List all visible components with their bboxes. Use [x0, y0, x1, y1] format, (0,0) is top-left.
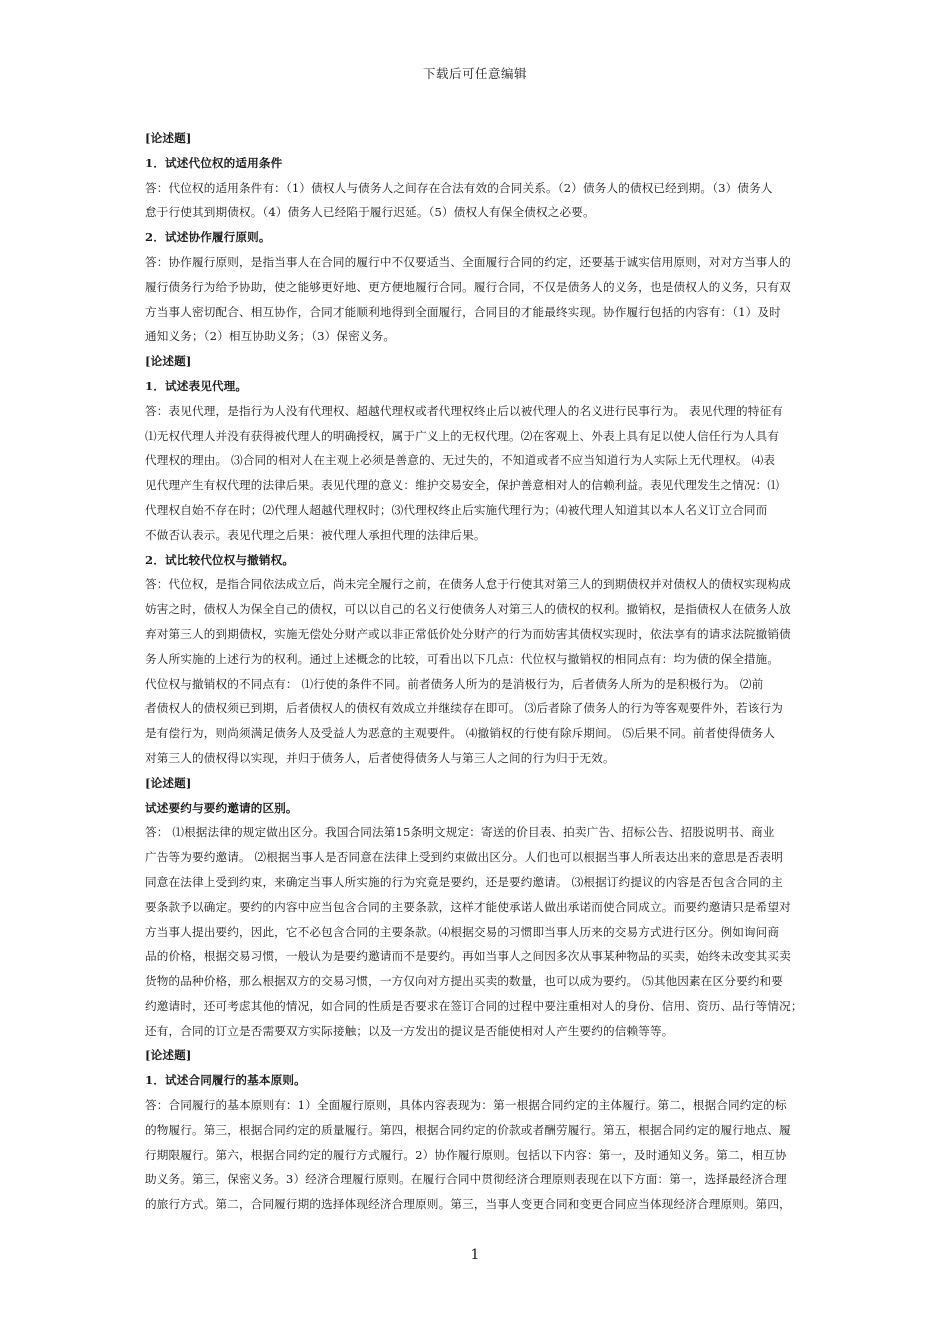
answer-text-line: 怠于行使其到期债权。（4）债务人已经陷于履行迟延。（5）债权人有保全债权之必要。 [145, 205, 595, 220]
answer-text-line: 的旅行方式。第二，合同履行期的选择体现经济合理原则。第三，当事人变更合同和变更合同应当体现经济合理原则。第四， [145, 1197, 791, 1212]
answer-text-line: 者债权人的债权须已到期，后者债权人的债权有效成立并继续存在即可。 ⑶后者除了债务人的行为等客观要件外，若该行为 [145, 701, 784, 716]
answer-text-line: 助义务。第三，保密义务。3）经济合理履行原则。在履行合同中贯彻经济合理原则表现在以下方面：第一，选择最经济合理 [145, 1172, 787, 1187]
answer-text-line: 弃对第三人的到期债权，实施无偿处分财产或以非正常低价处分财产的行为而妨害其债权实现时，依法享有的请求法院撤销债 [145, 626, 791, 641]
answer-text-line: 答：代位权的适用条件有：（1）债权人与债务人之间存在合法有效的合同关系。（2）债务人的债权已经到期。（3）债务人 [145, 180, 773, 195]
answer-text-line: 见代理产生有权代理的法律后果。表见代理的意义：维护交易安全，保护善意相对人的信赖利益。表见代理发生之情况：⑴ [145, 478, 780, 493]
answer-text-line: 的物履行。第三，根据合同约定的质量履行。第四，根据合同约定的价款或者酬劳履行。第五，根据合同约定的履行地点、履 [145, 1122, 791, 1137]
question-title: 2．试述协作履行原则。 [145, 230, 271, 245]
question-title: 1．试述代位权的适用条件 [145, 155, 283, 170]
answer-text-line: 履行债务行为给予协助，使之能够更好地、更方便地履行合同。履行合同，不仅是债务人的义务，也是债权人的义务，只有双 [145, 279, 791, 294]
answer-text-line: 答：合同履行的基本原则有：1）全面履行原则，具体内容表现为：第一根据合同约定的主体履行。第二，根据合同约定的标 [145, 1098, 787, 1113]
answer-text-line: 妨害之时，债权人为保全自己的债权，可以以自己的名义行使债务人对第三人的债权的权利。撤销权，是指债权人在债务人放 [145, 602, 791, 617]
answer-text-line: 方当事人密切配合、相互协作，合同才能顺利地得到全面履行，合同目的才能最终实现。协作履行包括的内容有：（1）及时 [145, 304, 781, 319]
answer-text-line: 代理权的理由。 ⑶合同的相对人在主观上必须是善意的、无过失的，不知道或者不应当知道行为人实际上无代理权。 ⑷表 [145, 453, 776, 468]
answer-text-line: 不做否认表示。表见代理之后果：被代理人承担代理的法律后果。 [145, 527, 486, 542]
section-tag: [论述题] [145, 131, 192, 145]
answer-text-line: 货物的品种价格，那么根据双方的交易习惯，一方仅向对方提出买卖的数量，也可以成为要约。 ⑸其他因素在区分要约和要 [145, 974, 784, 989]
answer-text-line: 广告等为要约邀请。 ⑵根据当事人是否同意在法律上受到约束做出区分。人们也可以根据当事人所表达出来的意思是否表明 [145, 850, 784, 865]
answer-text-line: 代位权与撤销权的不同点有： ⑴行使的条件不同。前者债务人所为的是消极行为，后者债务人所为的是积极行为。 ⑵前 [145, 676, 764, 691]
answer-text-line: 约邀请时，还可考虑其他的情况，如合同的性质是否要求在签订合同的过程中要注重相对人的身份、信用、资历、品行等情况； [145, 998, 803, 1013]
answer-text-line: 答：表见代理，是指行为人没有代理权、超越代理权或者代理权终止后以被代理人的名义进行民事行为。 表见代理的特征有 [145, 403, 784, 418]
answer-text-line: ⑴无权代理人并没有获得被代理人的明确授权，属于广义上的无权代理。⑵在客观上、外表上具有足以使人信任行为人具有 [145, 428, 780, 443]
question-title: 1．试述合同履行的基本原则。 [145, 1073, 306, 1088]
answer-text-line: 答： ⑴根据法律的规定做出区分。我国合同法第15条明文规定：寄送的价目表、拍卖广告、招标公告、招股说明书、商业 [145, 825, 775, 840]
answer-text-line: 还有，合同的订立是否需要双方实际接触；以及一方发出的提议是否能使相对人产生要约的信赖等等。 [145, 1023, 674, 1038]
question-title: 试述要约与要约邀请的区别。 [145, 800, 298, 815]
answer-text-line: 代理权自始不存在时；⑵代理人超越代理权时；⑶代理权终止后实施代理行为；⑷被代理人知道其以本人名义订立合同而 [145, 502, 768, 517]
answer-text-line: 通知义务；（2）相互协助义务；（3）保密义务。 [145, 329, 396, 344]
answer-text-line: 务人所实施的上述行为的权利。通过上述概念的比较，可看出以下几点：代位权与撤销权的相同点有：均为债的保全措施。 [145, 651, 780, 666]
section-tag: [论述题] [145, 775, 192, 790]
answer-text-line: 答：代位权，是指合同依法成立后，尚未完全履行之前，在债务人怠于行使其对第三人的到期债权并对债权人的债权实现构成 [145, 577, 791, 592]
answer-text-line: 方当事人提出要约，因此，它不必包含合同的主要条款。⑷根据交易的习惯即当事人历来的交易方式进行区分。例如询问商 [145, 924, 780, 939]
page-header: 下载后可任意编辑 [422, 66, 527, 81]
answer-text-line: 品的价格，根据交易习惯，一般认为是要约邀请而不是要约。再如当事人之间因多次从事某种物品的买卖，始终未改变其买卖 [145, 949, 791, 964]
answer-text-line: 是有偿行为，则尚须满足债务人及受益人为恶意的主观要件。 ⑷撤销权的行使有除斥期间。 ⑸后果不同。前者使得债务人 [145, 726, 776, 741]
answer-text-line: 答：协作履行原则，是指当事人在合同的履行中不仅要适当、全面履行合同的约定，还要基于诚实信用原则，对对方当事人的 [145, 254, 791, 269]
document-body [145, 126, 813, 1217]
answer-text-line: 要条款予以确定。要约的内容中应当包含合同的主要条款，这样才能使承诺人做出承诺而使合同成立。而要约邀请只是希望对 [145, 899, 791, 914]
page-number: 1 [470, 1247, 480, 1263]
section-tag: [论述题] [145, 1048, 192, 1063]
section-tag: [论述题] [145, 354, 192, 369]
question-title: 2．试比较代位权与撤销权。 [145, 552, 295, 567]
answer-text-line: 同意在法律上受到约束，来确定当事人所实施的行为究竟是要约，还是要约邀请。 ⑶根据订约提议的内容是否包含合同的主 [145, 874, 784, 889]
answer-text-line: 行期限履行。第六，根据合同约定的履行方式履行。2）协作履行原则。包括以下内容：第一，及时通知义务。第二，相互协 [145, 1147, 787, 1162]
question-title: 1．试述表见代理。 [145, 378, 248, 393]
answer-text-line: 对第三人的债权得以实现，并归于债务人，后者使得债务人与第三人之间的行为归于无效。 [145, 750, 615, 765]
